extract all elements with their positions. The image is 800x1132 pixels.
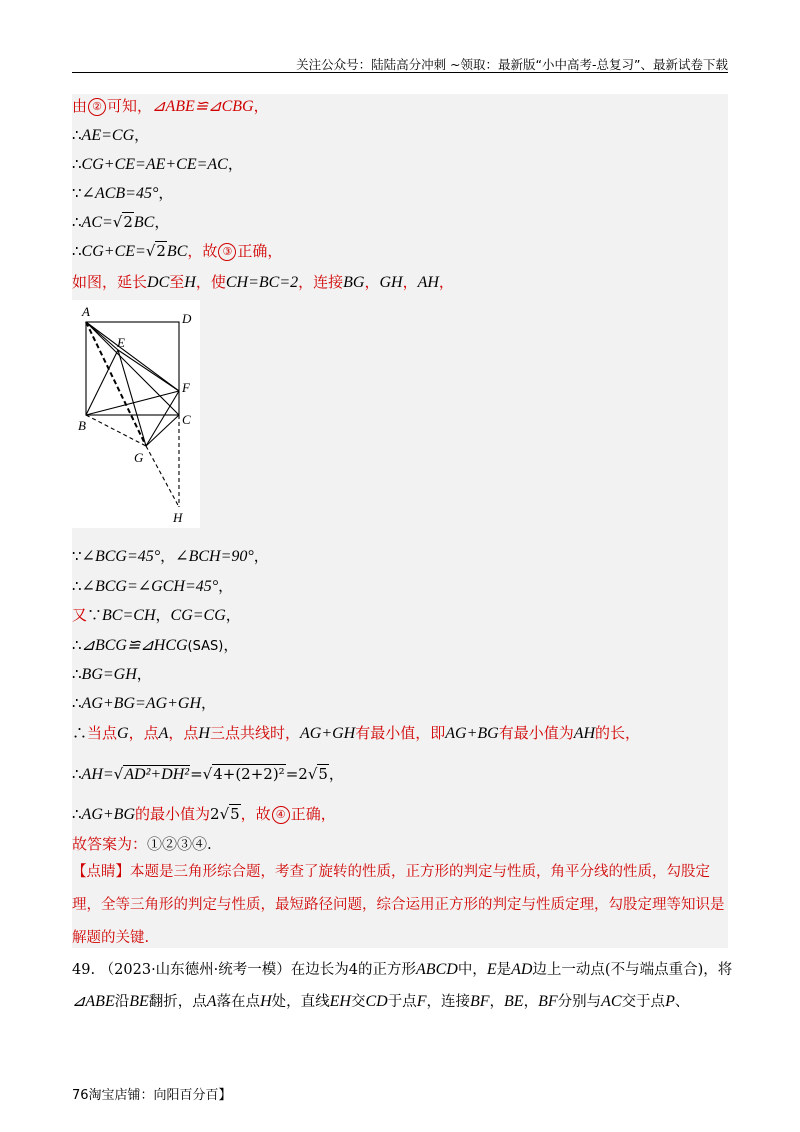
answer-line: 故答案为：①②③④. (72, 835, 212, 853)
solution-line: ∴⊿BCG≌⊿HCG(SAS)， (72, 636, 239, 654)
label-a: A (82, 304, 90, 319)
header-text: 关注公众号：陆陆高分冲刺 ~领取：最新版“小中高考-总复习”、最新试卷下载 (296, 57, 728, 72)
geometry-figure (72, 300, 200, 528)
solution-line: ∵∠BCG=45°，∠BCH=90°， (72, 547, 269, 565)
page-footer: 76淘宝店铺：向阳百分百】 (72, 1088, 232, 1103)
solution-line: ∴AE=CG， (72, 126, 150, 144)
solution-line: ∴AC=√2BC， (72, 213, 170, 231)
solution-line: ∴∠BCG=∠GCH=45°， (72, 577, 234, 595)
solution-line: 又∵BC=CH，CG=CG， (72, 606, 241, 624)
page-header (72, 52, 728, 73)
segment-bf (86, 391, 179, 415)
question-line-1: 49. （2023·山东德州·统考一模）在边长为4的正方形ABCD中，E是AD边上一动点(不与端点重合)，将 (72, 961, 733, 978)
label-d: D (182, 311, 192, 326)
solution-block (72, 94, 728, 948)
solution-line: ∵∠ACB=45°， (72, 184, 174, 202)
question-line-2: ⊿ABE沿BE翻折，点A落在点H处，直线EH交CD于点F，连接BF，BE，BF分别与AC交于点P、 (72, 993, 690, 1010)
label-h: H (173, 510, 183, 525)
segment-gh (146, 446, 179, 507)
square-diagram (72, 300, 200, 528)
solution-line: ∴CG+CE=√2BC，故 ③ 正确， (72, 242, 283, 260)
segment-gc (146, 415, 179, 446)
label-b: B (78, 418, 86, 433)
segment-bg (86, 415, 146, 446)
segment-ag (86, 322, 146, 446)
solution-line: ∴AH=√AD²+DH²=√4+(2+2)²=2√5， (72, 765, 344, 783)
label-f: F (182, 380, 190, 395)
solution-line: ∴BG=GH， (72, 665, 152, 683)
segment-af (86, 322, 179, 391)
solution-line: ∴当点G，点A，点H三点共线时，AG+GH有最小值，即AG+BG有最小值为AH的长， (72, 724, 641, 742)
solution-line: 如图，延长DC至H，使CH=BC=2，连接BG，GH，AH， (72, 273, 454, 291)
label-c: C (182, 412, 191, 427)
solution-line: ∴CG+CE=AE+CE=AC， (72, 155, 243, 173)
solution-line: ∴AG+BG=AG+GH， (72, 694, 217, 712)
key-note (72, 856, 728, 955)
solution-line: ∴AG+BG的最小值为2√5，故 ④ 正确， (72, 805, 336, 823)
key-note-body: 本题是三角形综合题，考查了旋转的性质，正方形的判定与性质，角平分线的性质，勾股定理，全等三角形的判定与性质，最短路径问题，综合运用正方形的判定与性质定理，勾股定理等知识是解题的关键. (72, 864, 725, 946)
label-g: G (134, 450, 144, 465)
solution-line: 由 ② 可知，⊿ABE≌⊿CBG， (72, 97, 269, 115)
label-e: E (117, 335, 125, 350)
segment-eb (86, 350, 118, 415)
key-note-tag: 【点睛】 (72, 864, 130, 880)
